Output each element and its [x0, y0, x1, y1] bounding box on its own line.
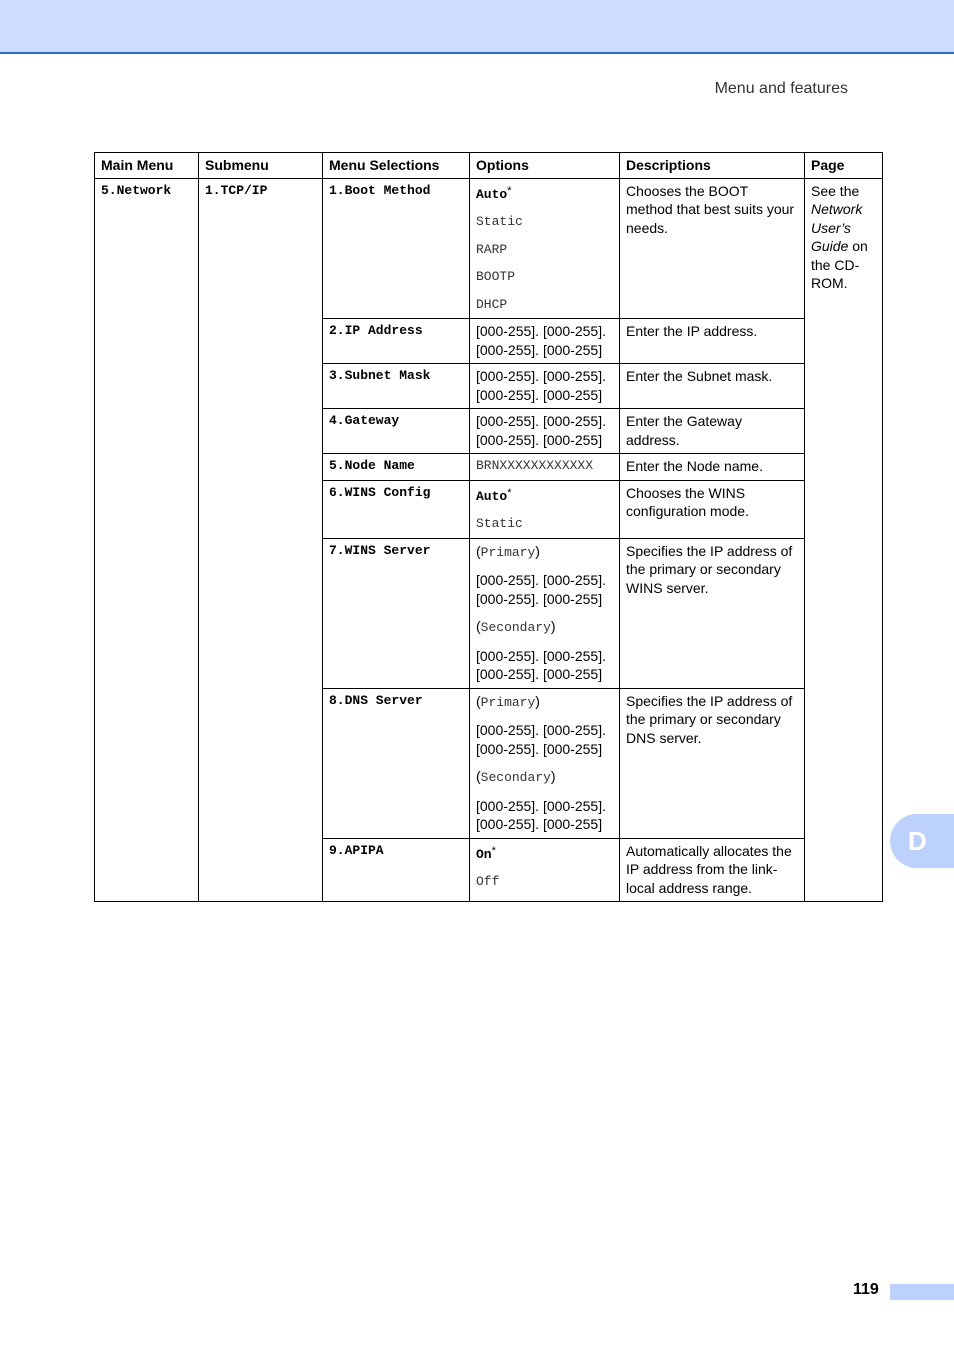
table-header-row [95, 153, 883, 179]
submenu-cell: 1.TCP/IP [199, 178, 323, 902]
menu-selection-cell: 1.Boot Method [323, 178, 470, 319]
options-cell: (Primary) [000-255]. [000-255]. [000-255]. [000-255] (Secondary) [000-255]. [000-255]. [000-255]. [000-255] [470, 688, 620, 838]
chapter-tab [890, 814, 954, 868]
column-header-main-menu: Main Menu [95, 153, 199, 179]
option-address-range: [000-255]. [000-255]. [000-255]. [000-255] [476, 572, 606, 607]
default-marker: * [507, 486, 512, 499]
description-cell: Chooses the WINS configuration mode. [620, 480, 805, 538]
menu-selection-cell: 5.Node Name [323, 454, 470, 481]
menu-selection-cell: 2.IP Address [323, 319, 470, 364]
description-cell: Specifies the IP address of the primary or secondary WINS server. [620, 538, 805, 688]
option-address-range: [000-255]. [000-255]. [000-255]. [000-255] [476, 722, 606, 757]
menu-selection-cell: 9.APIPA [323, 838, 470, 902]
option: Off [476, 874, 500, 889]
menu-table [94, 152, 883, 902]
option-default: Auto [476, 488, 508, 504]
menu-selection-cell: 6.WINS Config [323, 480, 470, 538]
options-cell: [000-255]. [000-255]. [000-255]. [000-255] [470, 364, 620, 409]
menu-selection-cell: 3.Subnet Mask [323, 364, 470, 409]
description-cell: Enter the IP address. [620, 319, 805, 364]
page-reference-suffix: on the CD-ROM. [811, 238, 868, 291]
option-primary-label: Primary [480, 694, 536, 710]
option-address-range: [000-255]. [000-255]. [000-255]. [000-255] [476, 797, 606, 832]
options-cell: BRNXXXXXXXXXXXX [470, 454, 620, 481]
option: Static [476, 516, 523, 531]
options-cell [470, 178, 620, 319]
default-marker: * [507, 184, 512, 197]
page-reference-cell [805, 178, 883, 902]
option-secondary-label: Secondary [480, 770, 551, 785]
description-cell: Enter the Subnet mask. [620, 364, 805, 409]
option-address-range: [000-255]. [000-255]. [000-255]. [000-255] [476, 647, 606, 682]
option: DHCP [476, 296, 508, 312]
description-cell: Enter the Gateway address. [620, 409, 805, 454]
option: Static [476, 214, 523, 229]
option: BOOTP [476, 269, 516, 284]
menu-selection-cell: 8.DNS Server [323, 688, 470, 838]
top-header-band [0, 0, 954, 54]
running-header-title: Menu and features [714, 80, 848, 97]
column-header-descriptions: Descriptions [620, 153, 805, 179]
page-number: 119 [853, 1281, 879, 1298]
chapter-tab-label: D [908, 825, 927, 856]
options-cell: (Primary) [000-255]. [000-255]. [000-255]. [000-255] (Secondary) [000-255]. [000-255]. [000-255]. [000-255] [470, 538, 620, 688]
option-default: On [476, 846, 492, 862]
options-cell [470, 838, 620, 902]
description-cell: Enter the Node name. [620, 454, 805, 481]
options-cell [470, 480, 620, 538]
column-header-menu-selections: Menu Selections [323, 153, 470, 179]
default-marker: * [491, 844, 496, 857]
page-reference-guide-title: Network User’s Guide [811, 201, 863, 254]
options-cell: [000-255]. [000-255]. [000-255]. [000-255] [470, 409, 620, 454]
description-cell: Automatically allocates the IP address from the link-local address range. [620, 838, 805, 902]
description-cell: Specifies the IP address of the primary or secondary DNS server. [620, 688, 805, 838]
description-cell: Chooses the BOOT method that best suits your needs. [620, 178, 805, 319]
option-primary-label: Primary [480, 544, 536, 560]
main-menu-cell: 5.Network [95, 178, 199, 902]
footer-accent-bar [890, 1284, 954, 1300]
column-header-page: Page [805, 153, 883, 179]
page-reference-prefix: See the [811, 182, 860, 199]
column-header-options: Options [470, 153, 620, 179]
menu-selection-cell: 4.Gateway [323, 409, 470, 454]
options-cell: [000-255]. [000-255]. [000-255]. [000-255] [470, 319, 620, 364]
table-row [95, 178, 883, 319]
option-secondary-label: Secondary [480, 620, 551, 635]
menu-selection-cell: 7.WINS Server [323, 538, 470, 688]
column-header-submenu: Submenu [199, 153, 323, 179]
option-default: Auto [476, 186, 508, 202]
option: RARP [476, 241, 508, 257]
